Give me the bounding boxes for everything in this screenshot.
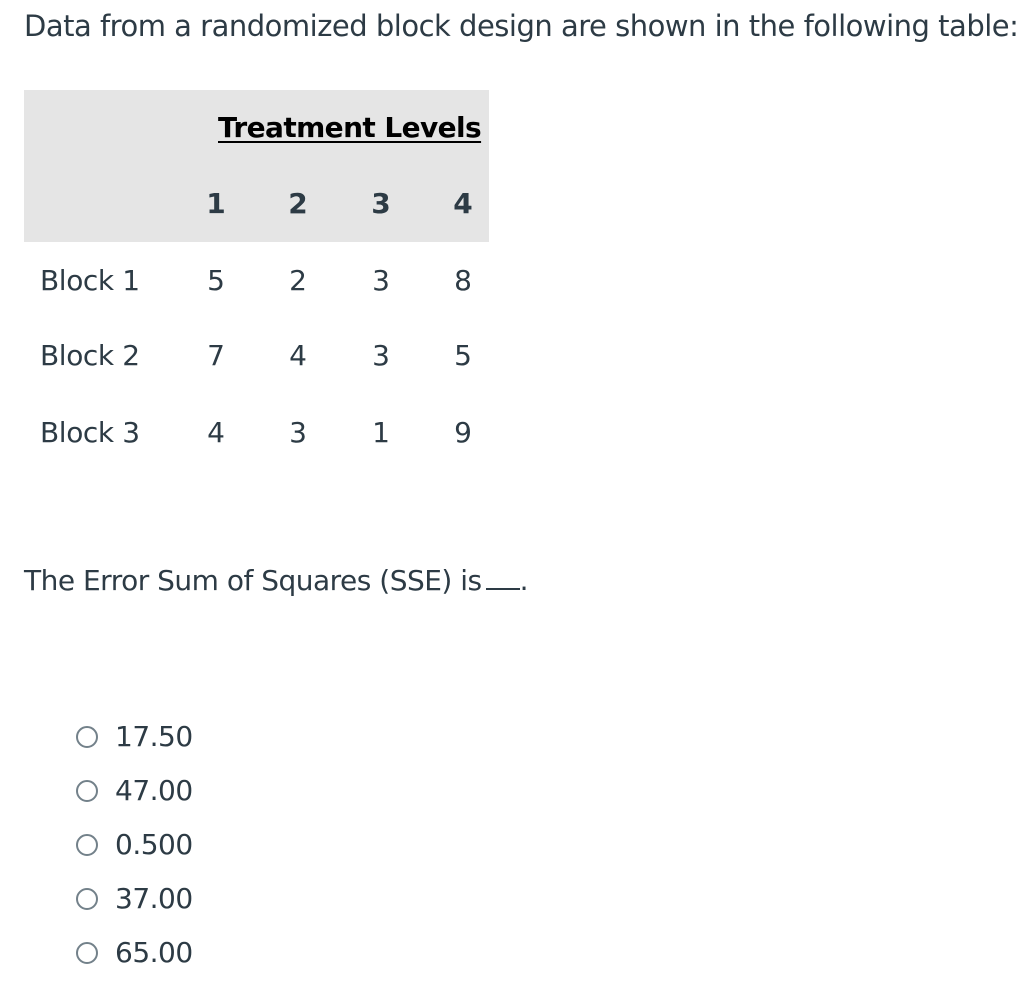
option-label: 17.50 xyxy=(115,720,193,753)
treatment-header-3: 3 xyxy=(371,187,391,220)
cell-block1-t3: 3 xyxy=(372,264,390,297)
treatment-header-4: 4 xyxy=(453,187,473,220)
question-period: . xyxy=(519,564,529,597)
cell-block2-t3: 3 xyxy=(372,339,390,372)
answer-option[interactable] xyxy=(76,710,193,764)
cell-block2-t2: 4 xyxy=(289,339,307,372)
intro-text: Data from a randomized block design are shown in the following table: xyxy=(24,9,1019,43)
answer-option[interactable] xyxy=(76,872,193,926)
treatment-header-1: 1 xyxy=(206,187,226,220)
option-label: 0.500 xyxy=(115,828,193,861)
cell-block3-t3: 1 xyxy=(372,416,390,449)
radio-button[interactable] xyxy=(76,942,98,964)
answer-options xyxy=(76,710,193,980)
cell-block2-t4: 5 xyxy=(454,339,472,372)
radio-button[interactable] xyxy=(76,834,98,856)
answer-option[interactable] xyxy=(76,764,193,818)
cell-block2-t1: 7 xyxy=(207,339,225,372)
question-prompt: The Error Sum of Squares (SSE) is xyxy=(24,564,482,597)
cell-block3-t2: 3 xyxy=(289,416,307,449)
answer-option[interactable] xyxy=(76,926,193,980)
option-label: 37.00 xyxy=(115,882,193,915)
radio-button[interactable] xyxy=(76,780,98,802)
block-label-1: Block 1 xyxy=(40,264,140,297)
option-label: 65.00 xyxy=(115,936,193,969)
radio-button[interactable] xyxy=(76,726,98,748)
cell-block3-t4: 9 xyxy=(454,416,472,449)
radio-button[interactable] xyxy=(76,888,98,910)
block-label-3: Block 3 xyxy=(40,416,140,449)
answer-blank xyxy=(486,566,520,590)
block-label-2: Block 2 xyxy=(40,339,140,372)
treatment-header-2: 2 xyxy=(288,187,308,220)
treatment-levels-header: Treatment Levels xyxy=(218,111,482,144)
question-text xyxy=(24,561,528,601)
cell-block1-t4: 8 xyxy=(454,264,472,297)
cell-block1-t2: 2 xyxy=(289,264,307,297)
cell-block1-t1: 5 xyxy=(207,264,225,297)
cell-block3-t1: 4 xyxy=(207,416,225,449)
option-label: 47.00 xyxy=(115,774,193,807)
answer-option[interactable] xyxy=(76,818,193,872)
